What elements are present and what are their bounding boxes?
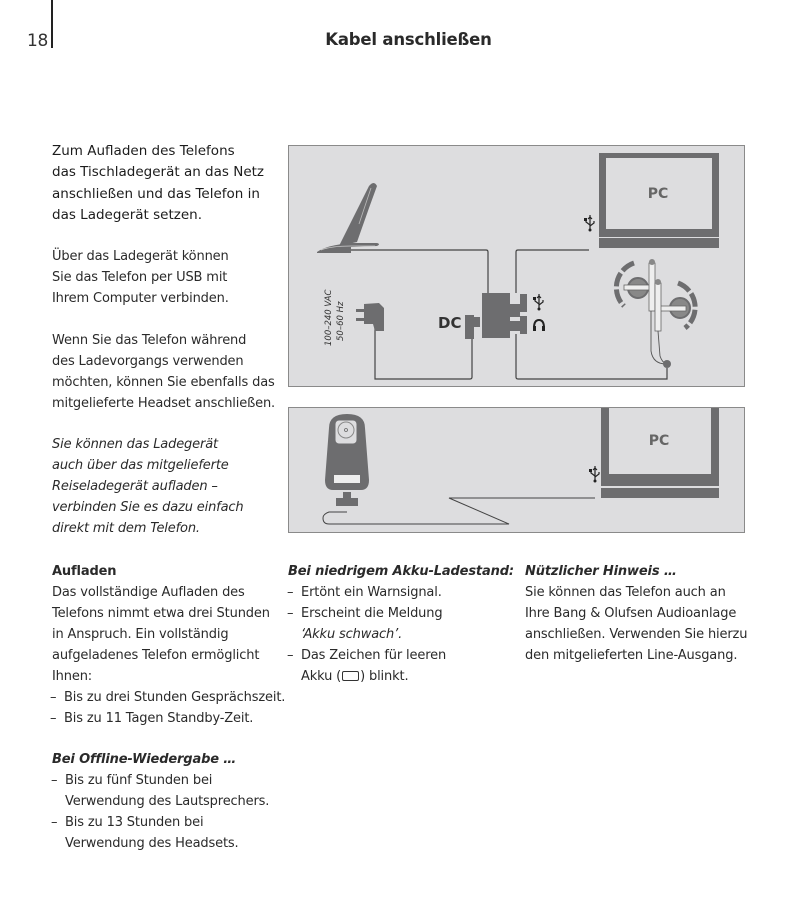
frequency-label: 50–60 Hz [336, 301, 346, 341]
pc-label: PC [648, 433, 670, 449]
plug-icon [356, 303, 384, 331]
charging-section [52, 561, 287, 729]
headset-paragraph [52, 330, 287, 414]
connection-diagram-svg [289, 146, 743, 385]
text-line: auch über das mitgelieferte [52, 458, 229, 473]
text-line: – Das Zeichen für leeren [301, 648, 447, 663]
battery-empty-icon [342, 671, 359, 681]
text-line: Das vollständige Aufladen des [52, 585, 245, 600]
offline-heading: Bei Offline-Wiedergabe … [52, 752, 237, 767]
travel-cable [323, 498, 595, 524]
text-fragment: Akku ( [301, 669, 342, 684]
pc-label: PC [647, 186, 669, 202]
offline-section [52, 749, 287, 854]
text-line: – Erscheint die Meldung [301, 606, 443, 621]
low-battery-section [288, 561, 523, 687]
text-line: verbinden Sie es dazu einfach [52, 500, 244, 515]
dc-label: DC [438, 314, 462, 332]
text-line: Sie können das Ladegerät [52, 437, 218, 452]
intro-lead-line: das Ladegerät setzen. [52, 206, 202, 223]
text-line: – Bis zu fünf Stunden bei [65, 773, 213, 788]
charging-list [51, 687, 287, 729]
text-line: des Ladevorgangs verwenden [52, 354, 244, 369]
usb-icon [589, 466, 599, 483]
cable-plug-to-dc [375, 324, 472, 379]
intro-lead [52, 141, 282, 226]
travel-charger-icon [325, 414, 369, 506]
connection-diagram-top [288, 145, 745, 387]
usb-paragraph [52, 246, 287, 309]
text-line: den mitgelieferten Line-Ausgang. [525, 648, 738, 663]
cable-charger-to-hub [351, 250, 488, 296]
text-line: ‘Akku schwach’. [301, 627, 403, 642]
text-line: Wenn Sie das Telefon während [52, 333, 247, 348]
list-item [51, 812, 287, 854]
cable-hub-to-pc [516, 250, 589, 293]
low-battery-heading: Bei niedrigem Akku-Ladestand: [288, 564, 514, 579]
text-fragment: ) blinkt. [360, 669, 409, 684]
text-line: aufgeladenes Telefon ermöglicht [52, 648, 260, 663]
hint-section [525, 561, 765, 666]
text-line: Ihnen: [52, 669, 93, 684]
travel-charger-paragraph [52, 434, 287, 539]
list-item: – Bis zu 11 Tagen Standby-Zeit. [50, 708, 287, 729]
text-line: Verwendung des Headsets. [65, 836, 239, 851]
page-title: Kabel anschließen [325, 30, 492, 49]
text-line: Verwendung des Lautsprechers. [65, 794, 270, 809]
list-item [287, 645, 523, 687]
travel-diagram-svg [289, 408, 743, 531]
intro-lead-line: Zum Aufladen des Telefons [52, 143, 235, 159]
usb-icon [584, 215, 594, 232]
text-line: – Bis zu 13 Stunden bei [65, 815, 204, 830]
text-line: mitgelieferte Headset anschließen. [52, 396, 276, 411]
usb-icon [533, 294, 543, 311]
cable-hub-to-headset [516, 334, 667, 379]
charging-heading: Aufladen [52, 564, 117, 579]
list-item: – Ertönt ein Warnsignal. [287, 582, 523, 603]
text-line: in Anspruch. Ein vollständig [52, 627, 229, 642]
text-line: Über das Ladegerät können [52, 249, 229, 264]
hint-heading: Nützlicher Hinweis … [525, 564, 677, 579]
text-line: direkt mit dem Telefon. [52, 521, 200, 536]
text-line: Sie können das Telefon auch an [525, 585, 726, 600]
text-line: Sie das Telefon per USB mit [52, 270, 228, 285]
text-line: Ihrem Computer verbinden. [52, 291, 229, 306]
text-line: möchten, können Sie ebenfalls das [52, 375, 275, 390]
intro-lead-line: anschließen und das Telefon in [52, 185, 260, 202]
low-battery-list [288, 582, 523, 687]
text-line: anschließen. Verwenden Sie hierzu [525, 627, 748, 642]
text-line: Ihre Bang & Olufsen Audioanlage [525, 606, 737, 621]
offline-list [52, 770, 287, 854]
text-line: Reiseladegerät aufladen – [52, 479, 218, 494]
text-line: Telefons nimmt etwa drei Stunden [52, 606, 270, 621]
list-item [287, 603, 523, 645]
voltage-label: 100–240 VAC [324, 289, 334, 346]
charger-hub-icon [465, 293, 527, 339]
intro-lead-line: das Tischladegerät an das Netz [52, 164, 265, 181]
list-item: – Bis zu drei Stunden Gesprächszeit. [50, 687, 287, 708]
list-item [51, 770, 287, 812]
headphones-icon [533, 320, 545, 331]
desk-charger-icon [317, 183, 379, 253]
connection-diagram-bottom [288, 407, 745, 533]
page-number: 18 [27, 31, 49, 51]
text-line [301, 666, 523, 687]
monitor-icon [601, 408, 719, 498]
earphones-icon [616, 259, 695, 368]
